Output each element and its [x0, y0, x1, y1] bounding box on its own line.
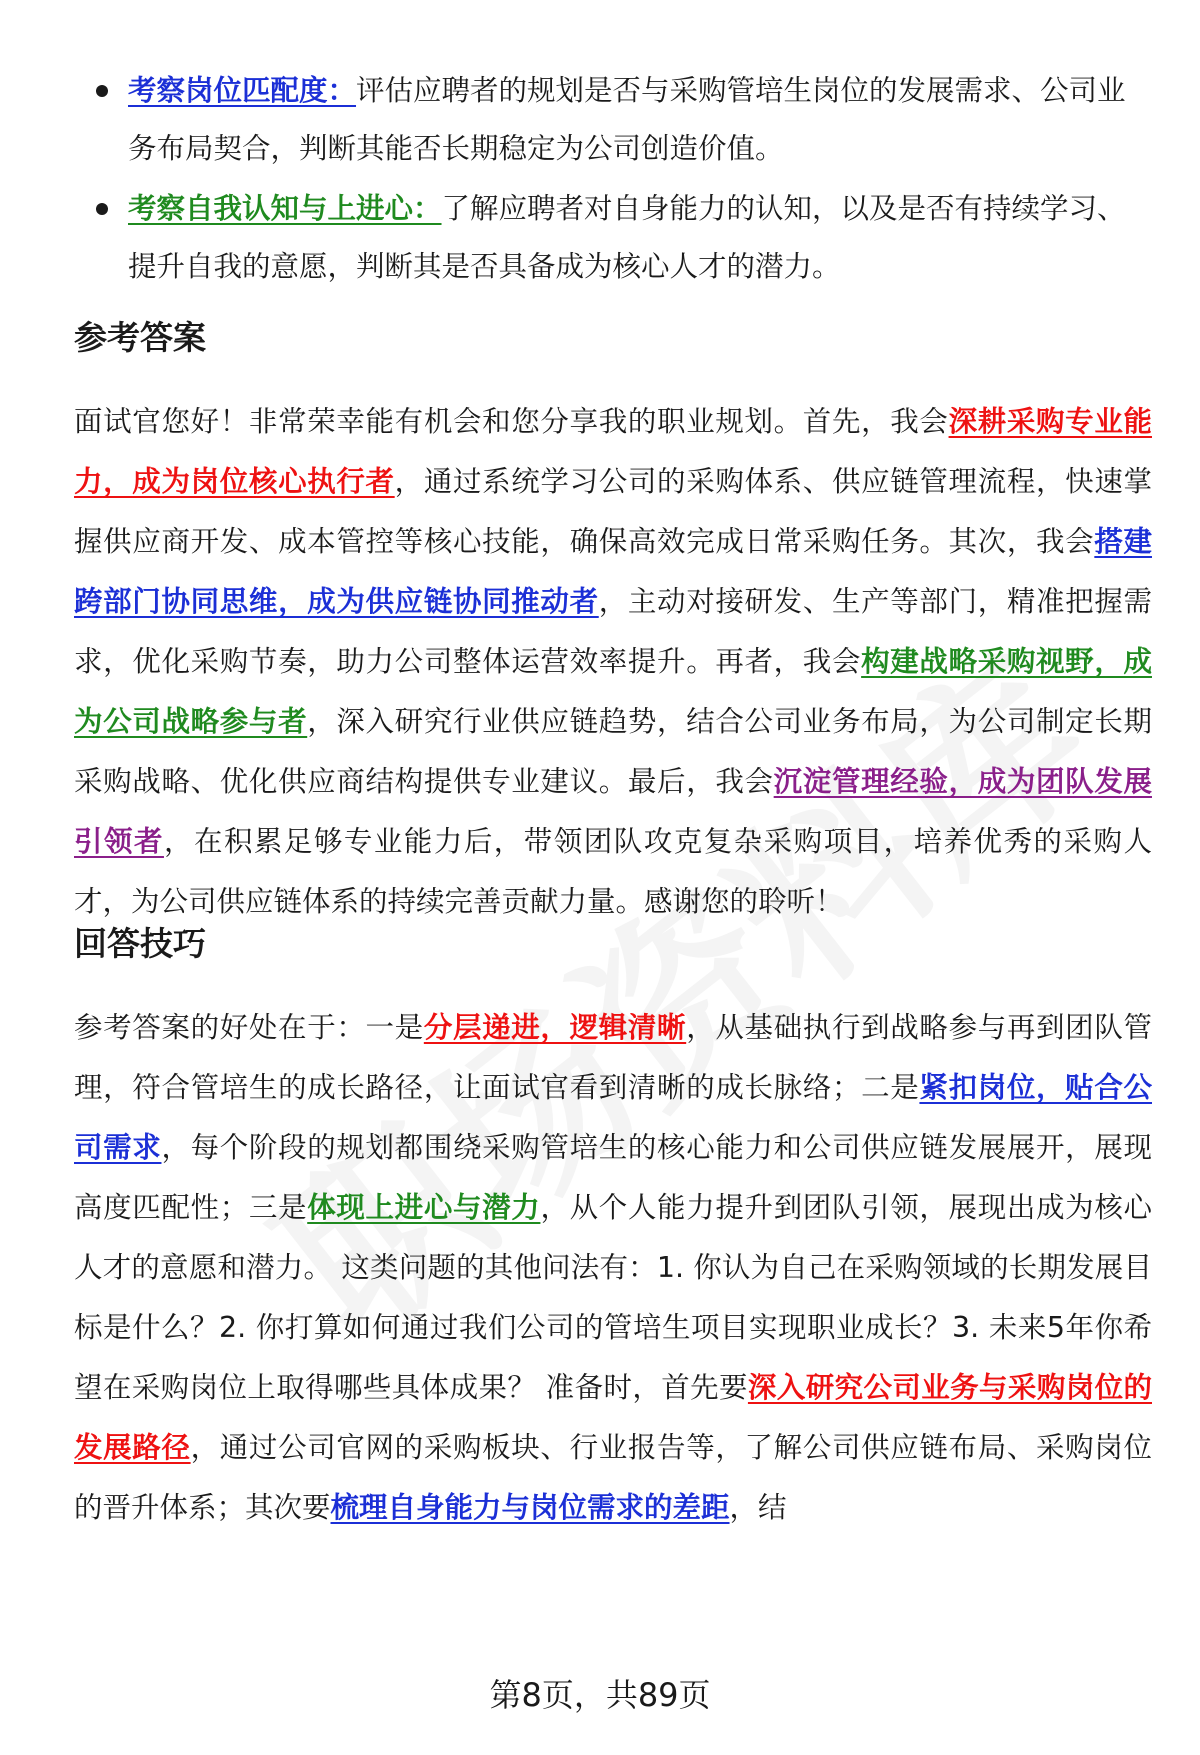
answer-text: 面试官您好！非常荣幸能有机会和您分享我的职业规划。首先，我会 — [74, 405, 949, 438]
section-heading-tips: 回答技巧 — [74, 924, 206, 963]
bullet-text: 了解应聘者对自身能力的认知，以及是否有持续学习、提升自我的意愿，判断其是否具备成为核心人才的潜力。 — [128, 192, 1126, 283]
tips-highlight: 分层递进，逻辑清晰 — [423, 1011, 687, 1044]
tips-highlight: 体现上进心与潜力 — [307, 1191, 541, 1224]
bullet-item — [74, 180, 1154, 296]
tips-text: ，通过公司官网的采购板块、行业报告等，了解公司供应链布局、采购岗位的晋升体系；其次要 — [74, 1431, 1152, 1524]
tips-highlight: 梳理自身能力与岗位需求的差距 — [330, 1491, 730, 1524]
bullet-text: 评估应聘者的规划是否与采购管培生岗位的发展需求、公司业务布局契合，判断其能否长期稳定为公司创造价值。 — [128, 74, 1126, 165]
bullet-list — [74, 62, 1154, 298]
bullet-dot-icon — [96, 85, 108, 97]
tips-text: ，结 — [729, 1491, 787, 1524]
tips-text: ，每个阶段的规划都围绕采购管培生的核心能力和公司供应链发展展开，展现高度匹配性；三是 — [74, 1131, 1152, 1224]
tips-text: 参考答案的好处在于：一是 — [74, 1011, 424, 1044]
tips-highlight: 紧扣岗位，贴合公司需求 — [74, 1071, 1152, 1164]
answer-text: ，通过系统学习公司的采购体系、供应链管理流程，快速掌握供应商开发、成本管控等核心技能，确保高效完成日常采购任务。其次，我会 — [74, 465, 1152, 558]
tips-text: ，从个人能力提升到团队引领，展现出成为核心人才的意愿和潜力。 这类问题的其他问法有：1. 你认为自己在采购领域的长期发展目标是什么？2. 你打算如何通过我们公司的管培生项目实现职业成长？3. 未来5年你希望在采购岗位上取得哪些具体成果？ 准备时，首先要 — [74, 1191, 1152, 1404]
bullet-label: 考察岗位匹配度： — [128, 74, 357, 107]
bullet-dot-icon — [96, 203, 108, 215]
answer-text: ，主动对接研发、生产等部门，精准把握需求，优化采购节奏，助力公司整体运营效率提升。再者，我会 — [74, 585, 1152, 678]
tips-paragraph — [74, 998, 1152, 1538]
answer-highlight: 沉淀管理经验，成为团队发展引领者 — [74, 765, 1152, 858]
tips-highlight: 深入研究公司业务与采购岗位的发展路径 — [74, 1371, 1152, 1464]
page-number: 第8页，共89页 — [489, 1676, 711, 1714]
answer-highlight: 深耕采购专业能力，成为岗位核心执行者 — [74, 405, 1152, 498]
bullet-item — [74, 62, 1154, 178]
answer-paragraph — [74, 392, 1152, 932]
tips-text: ，从基础执行到战略参与再到团队管理，符合管培生的成长路径，让面试官看到清晰的成长脉络；二是 — [74, 1011, 1152, 1104]
answer-text: ，深入研究行业供应链趋势，结合公司业务布局，为公司制定长期采购战略、优化供应商结构提供专业建议。最后，我会 — [74, 705, 1152, 798]
answer-text: ，在积累足够专业能力后，带领团队攻克复杂采购项目，培养优秀的采购人才，为公司供应链体系的持续完善贡献力量。感谢您的聆听！ — [74, 825, 1152, 918]
section-heading-answer: 参考答案 — [74, 318, 206, 357]
answer-highlight: 搭建跨部门协同思维，成为供应链协同推动者 — [74, 525, 1152, 618]
answer-highlight: 构建战略采购视野，成为公司战略参与者 — [74, 645, 1152, 738]
bullet-label: 考察自我认知与上进心： — [128, 192, 442, 225]
